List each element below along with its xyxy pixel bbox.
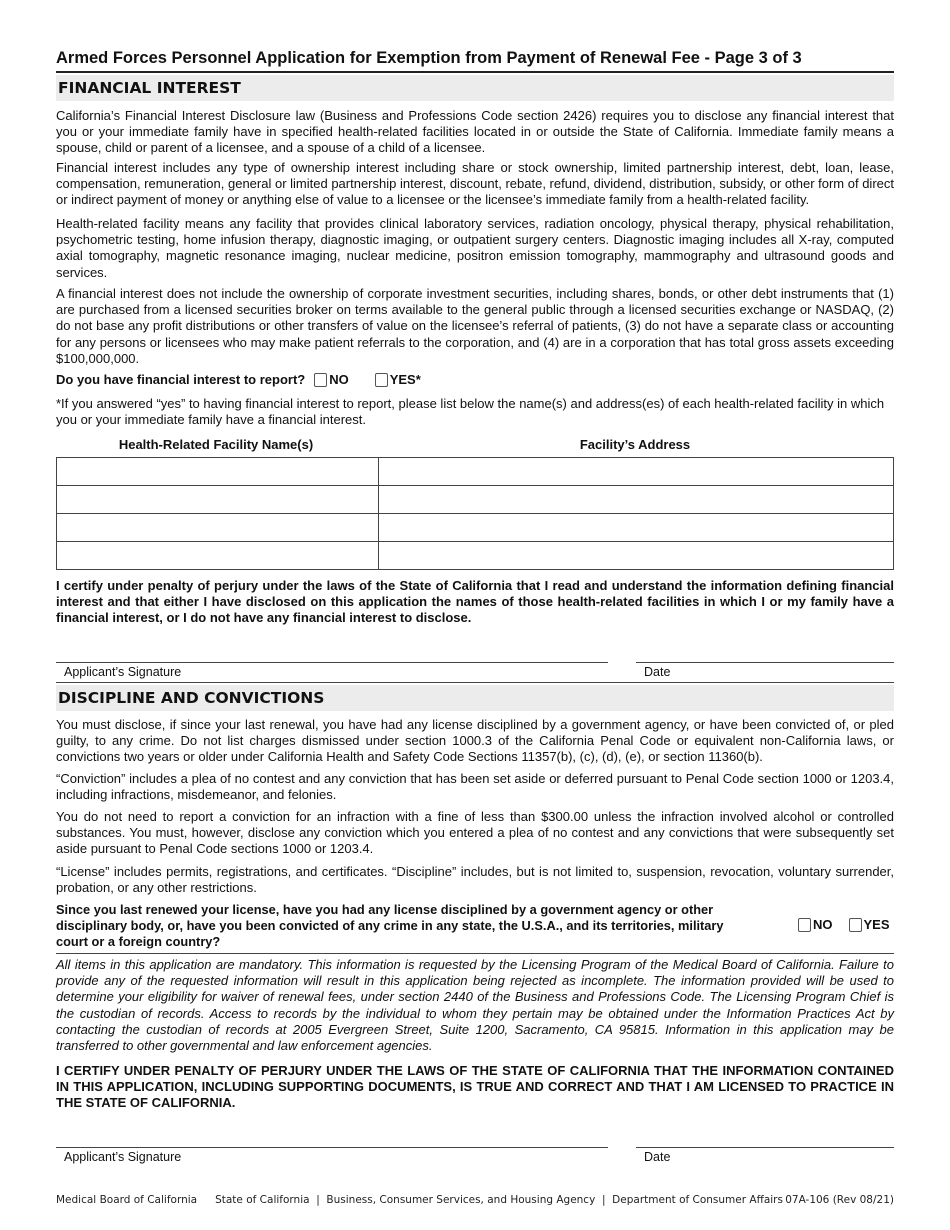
discipline-heading: DISCIPLINE AND CONVICTIONS <box>56 685 894 711</box>
facility-address-column-header: Facility’s Address <box>579 437 691 452</box>
footer-board-name: Medical Board of California <box>56 1194 198 1206</box>
discipline-no-checkbox[interactable] <box>798 918 811 932</box>
discipline-paragraph-3: You do not need to report a conviction for an infraction with a fine of less than $300.00 unless the infraction involved alcohol or controlled substances. You must, however, disclose any conviction which you entered a plea of no contest and any convictions that were subsequently set aside pursuant to Penal Code sections 1000 or 1203.4. <box>56 809 894 857</box>
financial-paragraph-3: Health-related facility means any facility that provides clinical laboratory services, radiation oncology, physical therapy, physical rehabilitation, psychometric testing, home infusion therapy, diagnostic imaging, or outpatient surgery centers. Diagnostic imaging includes all X-ray, computed axial tomography, magnetic resonance imaging, nuclear medicine, positron emission tomography, mammography and ultrasound goods and services. <box>56 216 894 280</box>
financial-paragraph-1: California’s Financial Interest Disclosure law (Business and Professions Code section 2426) requires you to disclose any financial interest that you or your immediate family have in specified health-related facilities located in or outside the State of California. Immediate family means a spouse, child or parent of a licensee, and a spouse of a child of a licensee. <box>56 108 894 156</box>
discipline-paragraph-4: “License” includes permits, registrations, and certificates. “Discipline” includes, but is not limited to, suspension, revocation, voluntary surrender, probation, or any other restrictions. <box>56 864 894 896</box>
discipline-yes-checkbox[interactable] <box>849 918 862 932</box>
facility-name-column-header: Health-Related Facility Name(s) <box>118 437 314 452</box>
discipline-paragraph-1: You must disclose, if since your last renewal, you have had any license disciplined by a government agency, or have been convicted of, or pled guilty, to any crime. Do not list charges dismissed under section 1000.3 of the California Penal Code or equivalent non-California laws, or convictions two years or older under California Health and Safety Code Sections 11357(b), (c), (d), (e), or section 11360(b). <box>56 717 894 765</box>
financial-date-label: Date <box>644 665 671 679</box>
financial-paragraph-2: Financial interest includes any type of ownership interest including share or stock ownership, limited partnership interest, debt, loan, lease, compensation, remuneration, general or limited partnership interest, discount, rebate, refund, dividend, distribution, subsidy, or other form of direct or indirect payment of money or anything else of value to a licensee or the licensee’s immediate family from a health-related facility. <box>56 160 894 208</box>
facility-address-cell[interactable] <box>379 514 894 542</box>
financial-date-line[interactable] <box>636 662 894 663</box>
financial-interest-question <box>56 372 421 388</box>
financial-no-label: NO <box>329 372 349 387</box>
facility-name-cell[interactable] <box>57 458 379 486</box>
facility-address-cell[interactable] <box>379 542 894 570</box>
table-row <box>57 514 894 542</box>
final-date-label: Date <box>644 1150 671 1164</box>
table-row <box>57 542 894 570</box>
page-footer <box>56 1193 894 1207</box>
financial-interest-heading: FINANCIAL INTEREST <box>56 75 894 101</box>
discipline-yes-label: YES <box>863 917 890 932</box>
discipline-paragraph-2: “Conviction” includes a plea of no contest and any conviction that has been set aside or deferred pursuant to Penal Code section 1000 or 1203.4, including infractions, misdemeanor, and felonies. <box>56 771 894 803</box>
table-row <box>57 458 894 486</box>
section-divider <box>56 682 894 683</box>
discipline-no-label: NO <box>813 917 833 932</box>
discipline-answer-options <box>798 917 890 933</box>
financial-question-text: Do you have financial interest to report? <box>56 372 306 387</box>
discipline-question-line-3: court or a foreign country? <box>56 934 221 950</box>
financial-signature-line[interactable] <box>56 662 608 663</box>
facility-name-cell[interactable] <box>57 514 379 542</box>
footer-form-number: 07A-106 (Rev 08/21) <box>785 1194 894 1206</box>
discipline-question <box>56 902 796 951</box>
final-certification: I CERTIFY UNDER PENALTY OF PERJURY UNDER THE LAWS OF THE STATE OF CALIFORNIA THAT THE INFORMATION CONTAINED IN THIS APPLICATION, INCLUDING SUPPORTING DOCUMENTS, IS TRUE AND CORRECT AND THAT I AM LICENSED TO PRACTICE IN THE STATE OF CALIFORNIA. <box>56 1063 894 1111</box>
table-row <box>57 486 894 514</box>
discipline-question-line-2: disciplinary body, or, have you been convicted of any crime in any state, the U.S.A., and its territories, military <box>56 918 724 934</box>
privacy-notice: All items in this application are mandatory. This information is requested by the Licensing Program of the Medical Board of California. Failure to provide any of the requested information will result in this application being rejected as incomplete. The information provided will be used to determine your eligibility for waiver of renewal fees, under section 2440 of the Business and Professions Code. The Licensing Program Chief is the custodian of records. Access to records by the individual to whom they pertain may be obtained under the Information Practices Act by contacting the custodian of records at 2005 Evergreen Street, Suite 1200, Sacramento, CA 95815. Information in this application may be transferred to other governmental and law enforcement agencies. <box>56 957 894 1054</box>
facility-name-cell[interactable] <box>57 542 379 570</box>
final-signature-line[interactable] <box>56 1147 608 1148</box>
facility-address-cell[interactable] <box>379 486 894 514</box>
form-page <box>56 0 894 1230</box>
final-date-line[interactable] <box>636 1147 894 1148</box>
title-divider <box>56 71 894 73</box>
footer-agency: State of California | Business, Consumer Services, and Housing Agency | Department of Consumer Affairs <box>215 1194 783 1206</box>
financial-yes-label: YES* <box>389 372 421 387</box>
financial-signature-label: Applicant’s Signature <box>64 665 182 679</box>
facility-name-cell[interactable] <box>57 486 379 514</box>
privacy-divider <box>56 953 894 954</box>
financial-no-checkbox[interactable] <box>314 373 327 387</box>
facility-table <box>56 457 894 570</box>
final-signature-label: Applicant’s Signature <box>64 1150 182 1164</box>
financial-yes-note: *If you answered “yes” to having financial interest to report, please list below the name(s) and address(es) of each health-related facility in which you or your immediate family have a financial interest. <box>56 396 885 428</box>
discipline-question-line-1: Since you last renewed your license, have you had any license disciplined by a government agency or other <box>56 902 714 917</box>
financial-certification: I certify under penalty of perjury under the laws of the State of California that I read and understand the information defining financial interest and that either I have disclosed on this application the names of those health-related facilities in which I or my family have a financial interest, or I do not have any financial interest to disclose. <box>56 578 894 626</box>
financial-paragraph-4: A financial interest does not include the ownership of corporate investment securities, including shares, bonds, or other debt instruments that (1) are purchased from a licensed securities broker on terms available to the general public through a licensed securities exchange or NASDAQ, (2) do not base any profit distributions or other transfers of value on the licensee’s referral of patients, (3) do not have a separate class or accounting for any persons or licensees who may make patient referrals to the corporation, and (4) are in a corporation that has total gross assets exceeding $100,000,000. <box>56 286 894 366</box>
facility-address-cell[interactable] <box>379 458 894 486</box>
page-title: Armed Forces Personnel Application for Exemption from Payment of Renewal Fee - Page 3 of 3 <box>56 49 802 67</box>
financial-yes-checkbox[interactable] <box>375 373 388 387</box>
